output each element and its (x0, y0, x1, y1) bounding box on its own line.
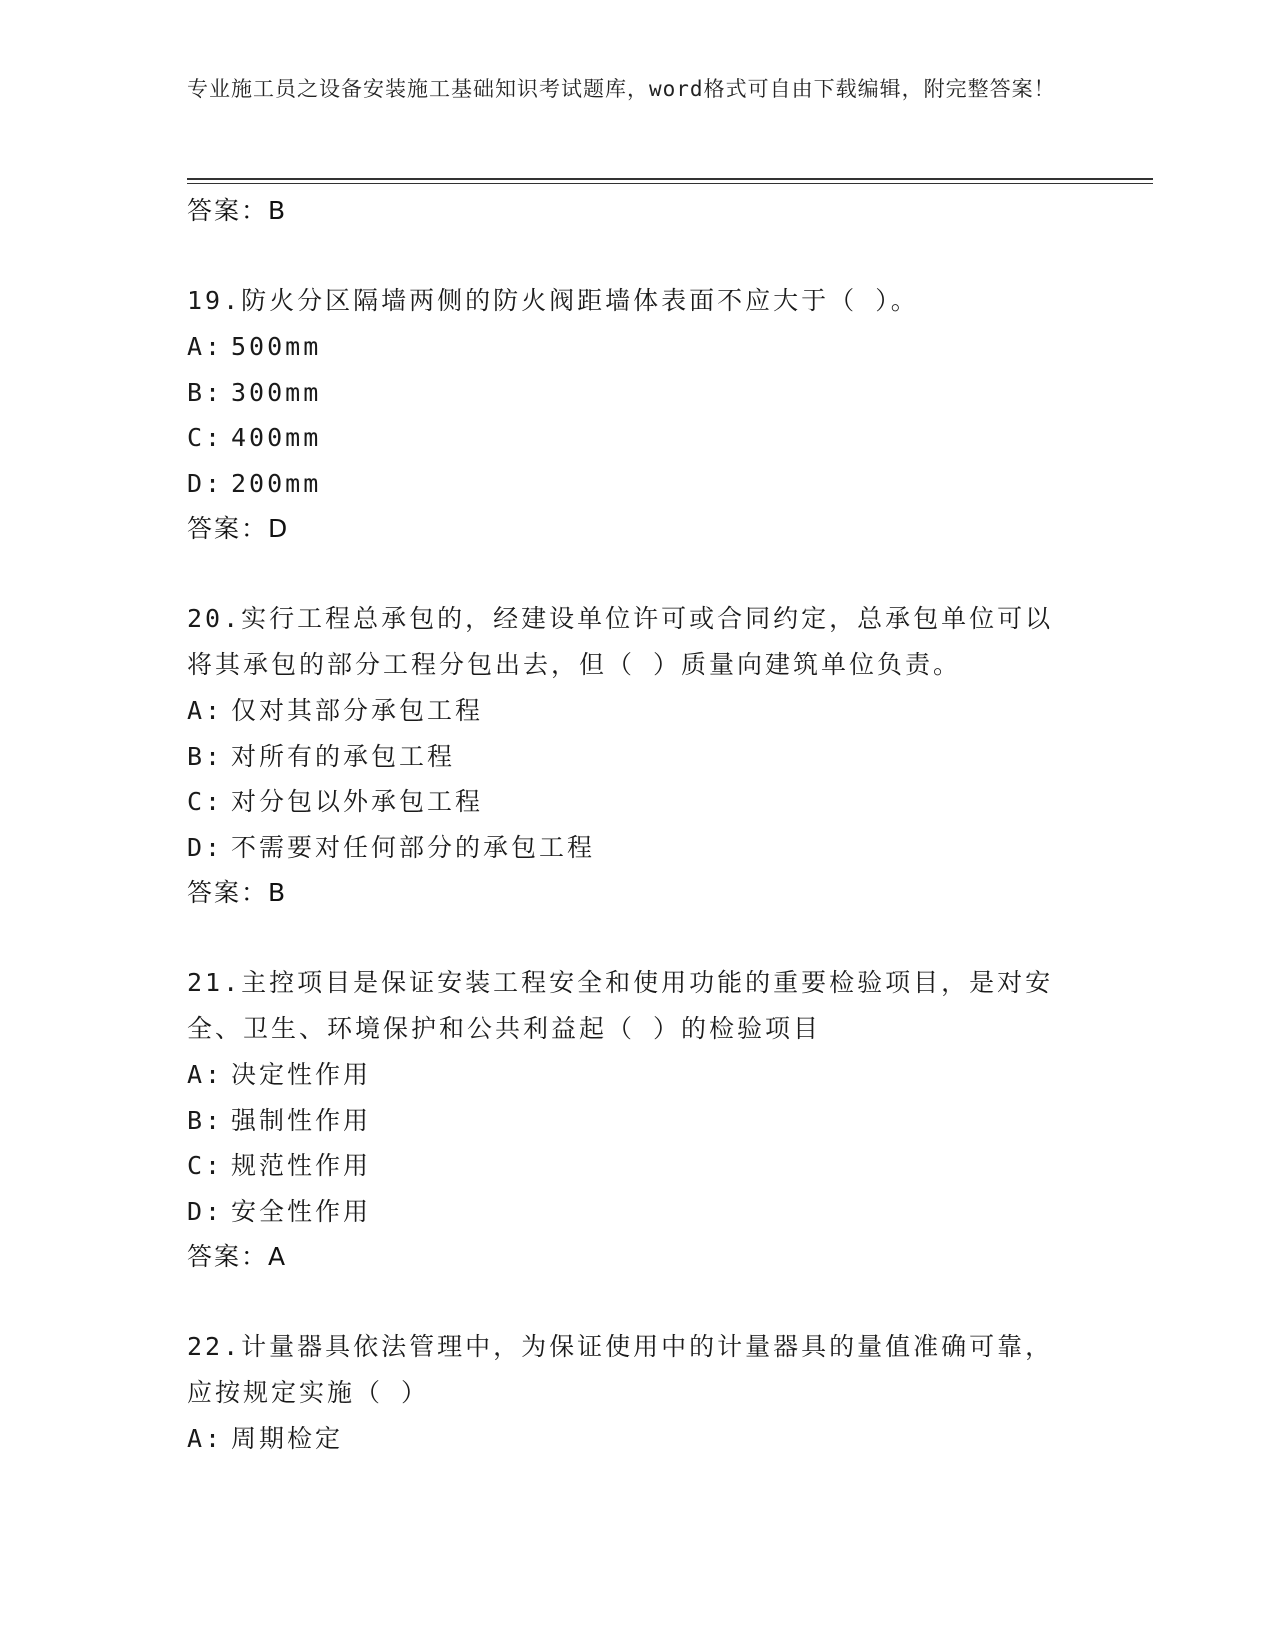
question-19 (187, 278, 1087, 552)
option-d (187, 825, 1087, 871)
option-key: A: (187, 696, 224, 725)
header-divider (187, 178, 1153, 180)
option-text: 400mm (231, 423, 322, 452)
option-key: C: (187, 1151, 224, 1180)
option-a (187, 324, 1087, 370)
option-c (187, 415, 1087, 461)
option-text: 仅对其部分承包工程 (231, 696, 484, 725)
option-text: 200mm (231, 468, 322, 498)
option-text: 500mm (231, 332, 322, 361)
option-text: 不需要对任何部分的承包工程 (231, 832, 596, 862)
option-key: A: (187, 1424, 224, 1453)
answer-line: 答案：B (187, 878, 288, 907)
question-20 (187, 596, 1087, 916)
option-d (187, 1189, 1087, 1235)
option-text: 规范性作用 (231, 1151, 372, 1180)
option-key: D: (187, 1196, 224, 1226)
option-text: 决定性作用 (231, 1060, 372, 1089)
option-key: A: (187, 332, 224, 361)
option-d (187, 461, 1087, 507)
answer-line: 答案：B (187, 196, 288, 225)
option-key: B: (187, 1105, 224, 1135)
option-text: 安全性作用 (231, 1196, 372, 1226)
option-key: B: (187, 741, 224, 771)
question-stem: 20.实行工程总承包的，经建设单位许可或合同约定，总承包单位可以将其承包的部分工程分包出去，但（ ）质量向建筑单位负责。 (187, 604, 1054, 679)
question-stem: 19.防火分区隔墙两侧的防火阀距墙体表面不应大于（ ）。 (187, 286, 919, 315)
header-note: 专业施工员之设备安装施工基础知识考试题库，word格式可自由下载编辑，附完整答案！ (187, 77, 1056, 101)
question-stem: 22.计量器具依法管理中，为保证使用中的计量器具的量值准确可靠，应按规定实施（ ） (187, 1332, 1054, 1407)
option-b (187, 734, 1087, 780)
option-key: C: (187, 787, 224, 816)
option-text: 周期检定 (231, 1424, 344, 1453)
question-21 (187, 960, 1087, 1280)
option-b (187, 1098, 1087, 1144)
option-text: 300mm (231, 377, 322, 407)
question-22 (187, 1324, 1087, 1462)
option-a (187, 1416, 1087, 1462)
option-text: 强制性作用 (231, 1105, 372, 1135)
answer-line: 答案：A (187, 1242, 288, 1271)
option-c (187, 779, 1087, 825)
answer-line: 答案：D (187, 514, 290, 543)
option-key: D: (187, 832, 224, 862)
header-divider-thin (187, 183, 1153, 184)
question-list (187, 188, 1087, 1462)
option-text: 对所有的承包工程 (231, 741, 456, 771)
option-c (187, 1143, 1087, 1189)
option-key: B: (187, 377, 224, 407)
question-stem: 21.主控项目是保证安装工程安全和使用功能的重要检验项目，是对安全、卫生、环境保护和公共利益起（ ）的检验项目 (187, 968, 1054, 1043)
option-key: C: (187, 423, 224, 452)
option-key: A: (187, 1060, 224, 1089)
option-a (187, 688, 1087, 734)
option-text: 对分包以外承包工程 (231, 787, 484, 816)
option-key: D: (187, 468, 224, 498)
option-b (187, 370, 1087, 416)
option-a (187, 1052, 1087, 1098)
